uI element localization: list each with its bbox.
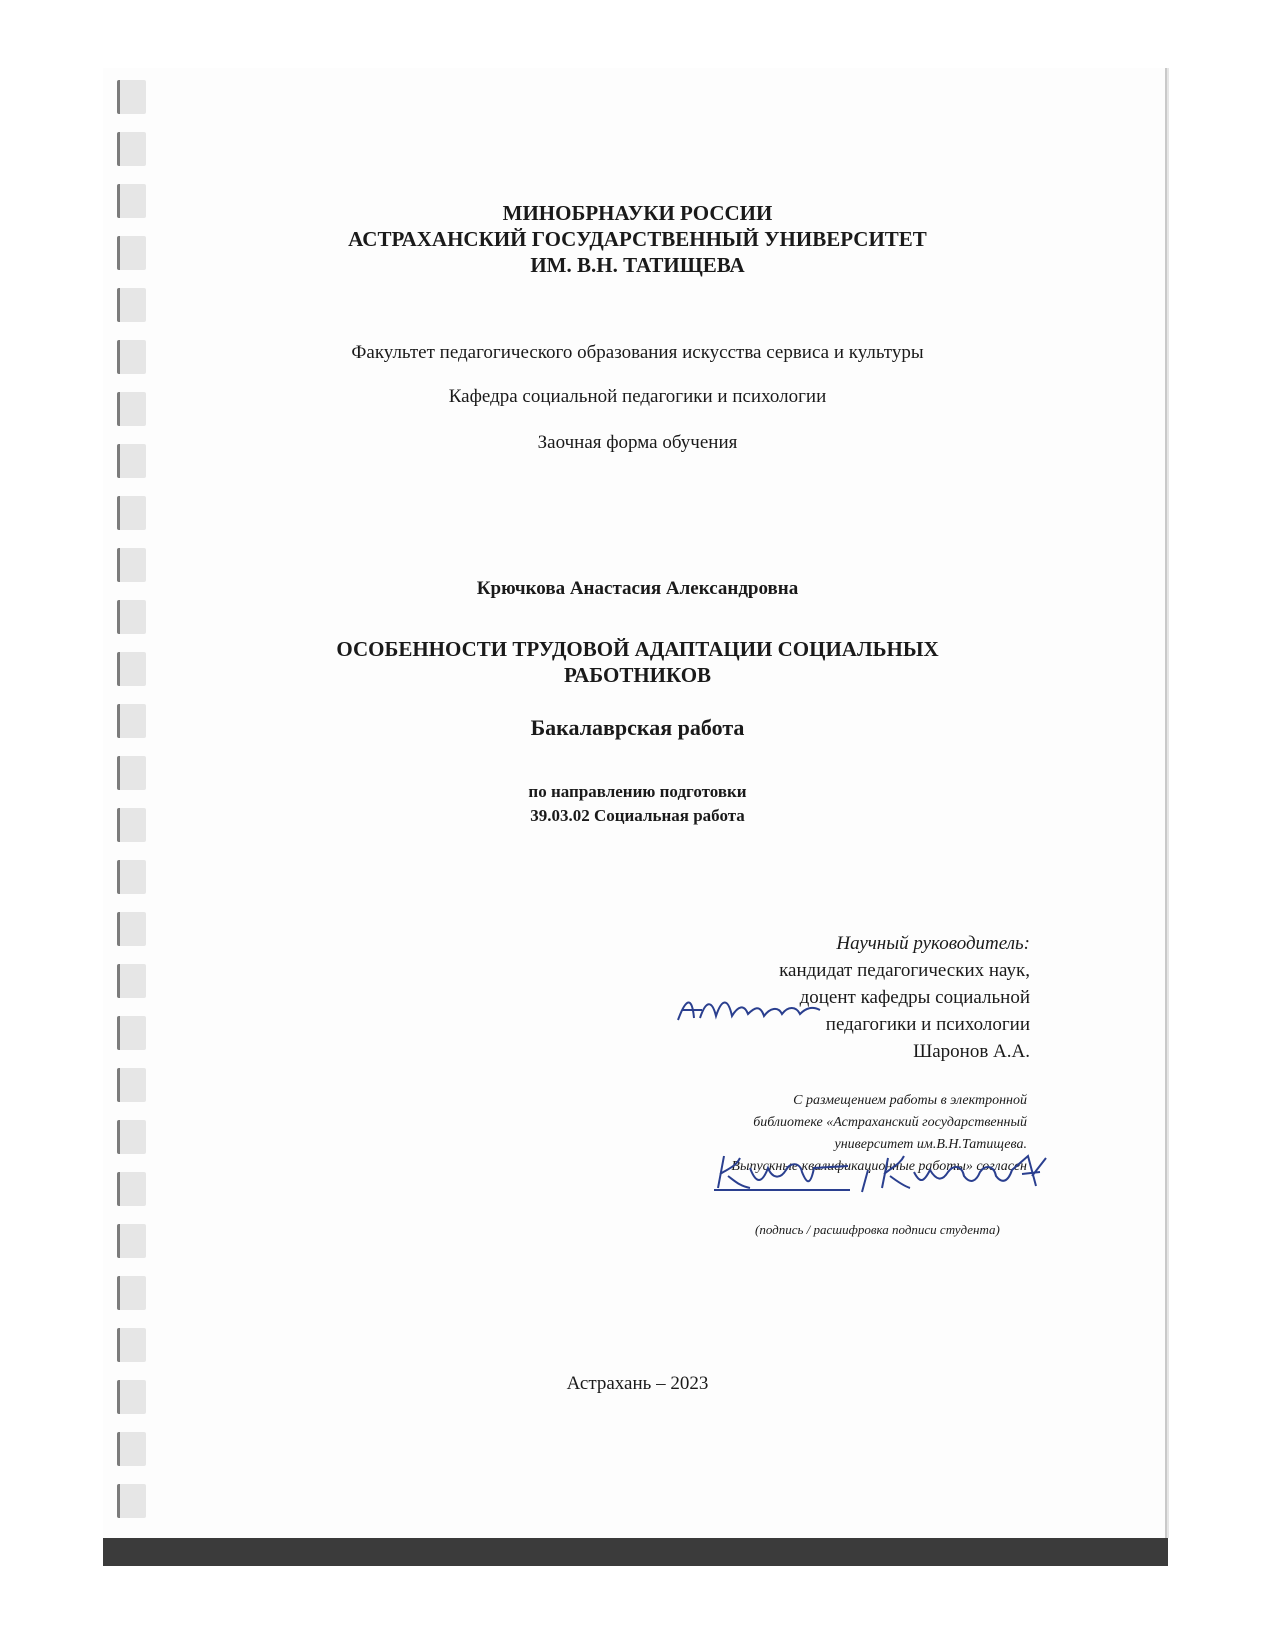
thesis-title (0, 636, 1275, 688)
binding-ring (117, 912, 146, 946)
binding-ring (117, 80, 146, 114)
direction-label: по направлению подготовки (528, 782, 747, 801)
binding-ring (117, 1068, 146, 1102)
consent-line-1: С размещением работы в электронной (793, 1093, 1027, 1108)
binding-ring (117, 288, 146, 322)
work-type: Бакалаврская работа (530, 715, 745, 740)
binding-ring (117, 548, 146, 582)
binding-ring (117, 1224, 146, 1258)
binding-ring (117, 1172, 146, 1206)
direction-code: 39.03.02 Социальная работа (530, 806, 745, 825)
supervisor-name: Шаронов А.А. (913, 1041, 1030, 1062)
binding-ring (117, 1328, 146, 1362)
supervisor-degree: кандидат педагогических наук, (779, 960, 1030, 981)
study-form: Заочная форма обучения (537, 432, 738, 453)
student-signature (710, 1148, 1050, 1198)
binding-ring (117, 1432, 146, 1466)
binding-ring (117, 1484, 146, 1518)
binding-ring (117, 132, 146, 166)
department-name: Кафедра социальной педагогики и психологии (448, 386, 827, 407)
consent-line-3: университет им.В.Н.Татищева. (834, 1137, 1027, 1152)
header-block (0, 200, 1275, 278)
university-name: АСТРАХАНСКИЙ ГОСУДАРСТВЕННЫЙ УНИВЕРСИТЕТ (348, 227, 927, 251)
student-signature-caption: (подпись / расшифровка подписи студента) (755, 1222, 1000, 1237)
supervisor-position-1: доцент кафедры социальной (799, 987, 1030, 1008)
university-named-after: ИМ. В.Н. ТАТИЩЕВА (530, 253, 745, 277)
thesis-title-line2: РАБОТНИКОВ (563, 663, 712, 687)
binding-ring (117, 964, 146, 998)
binding-ring (117, 1120, 146, 1154)
page-shadow (103, 1538, 1168, 1566)
consent-line-2: библиотеке «Астраханский государственный (753, 1115, 1027, 1130)
city-year: Астрахань – 2023 (566, 1373, 709, 1394)
supervisor-signature (672, 988, 832, 1033)
binding-ring (117, 600, 146, 634)
direction-block (0, 780, 1275, 828)
thesis-title-line1: ОСОБЕННОСТИ ТРУДОВОЙ АДАПТАЦИИ СОЦИАЛЬНЫХ (336, 637, 939, 661)
binding-ring (117, 1016, 146, 1050)
faculty-name: Факультет педагогического образования искусства сервиса и культуры (351, 342, 924, 363)
binding-ring (117, 860, 146, 894)
binding-ring (117, 1276, 146, 1310)
binding-ring (117, 496, 146, 530)
consent-line-4: Выпускные квалификационные работы» согласен (731, 1159, 1027, 1174)
signature-caption (755, 1222, 1000, 1238)
author-name: Крючкова Анастасия Александровна (476, 578, 799, 599)
supervisor-role: Научный руководитель: (836, 933, 1030, 954)
supervisor-position-2: педагогики и психологии (825, 1014, 1030, 1035)
ministry-name: МИНОБРНАУКИ РОССИИ (502, 201, 773, 225)
